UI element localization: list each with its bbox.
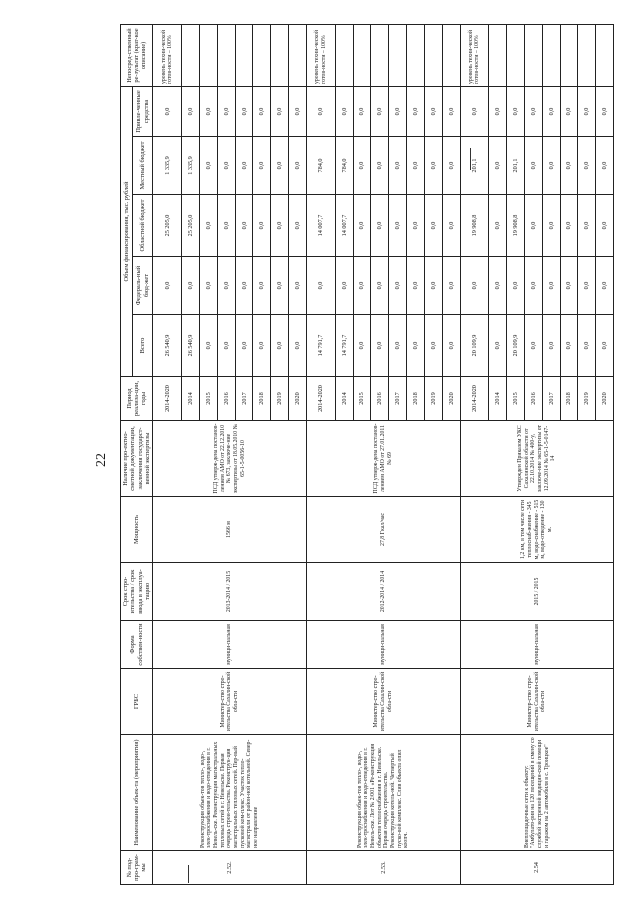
header-local: Местный бюджет	[132, 137, 152, 195]
total-cell: 0,0	[371, 315, 389, 377]
other-cell: 0,0	[153, 87, 182, 137]
period-cell: 2014-2020	[153, 377, 182, 421]
item-docs: ПСД утверж-дена постанов-лением АМО от 22.12.2010 № 673, заключе-ние экспертизы от 18.05.2010 № 65-1-5-0056-10	[153, 421, 307, 497]
local-cell: 0,0	[253, 137, 271, 195]
federal-cell: 0,0	[460, 257, 489, 315]
period-cell: 2020	[289, 377, 307, 421]
period-cell: 2015	[200, 377, 218, 421]
empty-cell	[182, 25, 200, 87]
federal-cell: 0,0	[507, 257, 525, 315]
local-cell: 0,0	[442, 137, 460, 195]
period-cell: 2014	[182, 377, 200, 421]
local-cell: 1 335,9	[182, 137, 200, 195]
federal-cell: 0,0	[442, 257, 460, 315]
total-cell: 0,0	[271, 315, 289, 377]
total-cell: 0,0	[489, 315, 507, 377]
other-cell: 0,0	[253, 87, 271, 137]
period-cell: 2016	[371, 377, 389, 421]
federal-cell: 0,0	[200, 257, 218, 315]
item-name: Реконструкция объек-тов тепло-, водо-, элек-троснабжения и водо-отведения в г. Невель-ске. Лот № 2/001 «Ре-конструкция объектов теплоснабжения в г. Невельске. Первая очередь строительства. Реконструкция котель-ной. Четвертый пуско-вой комплекс. Слив объекта опил коопч.	[306, 735, 460, 851]
item-capacity: 1,2 км, в том числе сети теплоснаб-жения - 345 м, водо-снабжение - 515 м, водо-отведение - 130 м.	[460, 497, 614, 563]
empty-cell	[407, 25, 425, 87]
table-row	[460, 25, 489, 885]
regional-cell: 0,0	[389, 195, 407, 257]
regional-cell: 0,0	[253, 195, 271, 257]
federal-cell: 0,0	[153, 257, 182, 315]
total-cell: 0,0	[353, 315, 371, 377]
header-regional: Областной бюджет	[132, 195, 152, 257]
empty-cell	[507, 25, 525, 87]
header-capacity: Мощность	[121, 497, 153, 563]
item-name: Реконструкция объек-тов тепло-, водо-, элек-троснабжения и водо-отведения в г. Невель-ске. Реконструкция магистральных тепловых сетей в г. Невельске. Первая очередь строи-тельства. Реконструк-ция магистральных тепловых сетей. Пер-вый пусковой ком-плекс. Участок тепло-магистрали от район-ной котельной. Север-ное направление	[153, 735, 307, 851]
total-cell: 26 540,9	[153, 315, 182, 377]
regional-cell: 14 007,7	[335, 195, 353, 257]
other-cell: 0,0	[371, 87, 389, 137]
regional-cell: 0,0	[407, 195, 425, 257]
federal-cell: 0,0	[596, 257, 614, 315]
regional-cell: 0,0	[353, 195, 371, 257]
local-cell: 784,0	[306, 137, 335, 195]
regional-cell: 14 007,7	[306, 195, 335, 257]
total-cell: 20 109,9	[460, 315, 489, 377]
period-cell: 2014	[335, 377, 353, 421]
total-cell: 20 109,9	[507, 315, 525, 377]
local-cell: 201,1	[507, 137, 525, 195]
period-cell: 2018	[253, 377, 271, 421]
other-cell: 0,0	[182, 87, 200, 137]
other-cell: 0,0	[424, 87, 442, 137]
empty-cell	[253, 25, 271, 87]
item-grbs: Министер-ство стро-ительства Сахалин-ской обла-сти	[153, 669, 307, 735]
item-grbs: Министер-ство стро-ительства Сахалин-ской обла-сти	[306, 669, 460, 735]
regional-cell: 0,0	[560, 195, 578, 257]
other-cell: 0,0	[200, 87, 218, 137]
other-cell: 0,0	[235, 87, 253, 137]
total-cell: 26 540,9	[182, 315, 200, 377]
total-cell: 0,0	[524, 315, 542, 377]
header-term: Срок стро-ительства / срок ввода в эксплуа-тацию	[121, 563, 153, 621]
federal-cell: 0,0	[353, 257, 371, 315]
federal-cell: 0,0	[271, 257, 289, 315]
other-cell: 0,0	[596, 87, 614, 137]
total-cell: 0,0	[424, 315, 442, 377]
item-result: уровень техни-ческой готов-ности – 100%	[306, 25, 335, 87]
regional-cell: 0,0	[596, 195, 614, 257]
local-cell: 0,0	[389, 137, 407, 195]
total-cell: 0,0	[560, 315, 578, 377]
period-cell: 2017	[542, 377, 560, 421]
period-cell: 2019	[578, 377, 596, 421]
regional-cell: 0,0	[200, 195, 218, 257]
table-frame	[120, 25, 610, 885]
total-cell: 14 791,7	[335, 315, 353, 377]
header-num: № под-про-грам-мы	[121, 851, 153, 885]
header-row	[121, 25, 133, 885]
item-docs: ПСД утверж-дена постанов-лением АМО от 27.01.2011 № 69	[306, 421, 460, 497]
total-cell: 0,0	[217, 315, 235, 377]
period-cell: 2019	[271, 377, 289, 421]
federal-cell: 0,0	[306, 257, 335, 315]
item-capacity: 1566 м	[153, 497, 307, 563]
other-cell: 0,0	[289, 87, 307, 137]
local-cell: 0,0	[560, 137, 578, 195]
federal-cell: 0,0	[424, 257, 442, 315]
item-ownership: муници-пальная	[460, 621, 614, 669]
local-cell: 201,1	[460, 137, 489, 195]
total-cell: 0,0	[442, 315, 460, 377]
period-cell: 2016	[217, 377, 235, 421]
total-cell: 0,0	[596, 315, 614, 377]
period-cell: 2020	[596, 377, 614, 421]
header-result: Непосред-ственный ре-зультат (крат-кое описание)	[121, 25, 153, 87]
table-row	[306, 25, 335, 885]
item-docs: Утвержден Приказом УКС Сахалинской области от 22.10.2014 № 400-у, заключе-ние экспертизы от 12.09.2014 № 65-1-5-0147-14	[460, 421, 614, 497]
item-ownership: муници-пальная	[153, 621, 307, 669]
other-cell: 0,0	[442, 87, 460, 137]
other-cell: 0,0	[460, 87, 489, 137]
other-cell: 0,0	[524, 87, 542, 137]
local-cell: 0,0	[524, 137, 542, 195]
federal-cell: 0,0	[182, 257, 200, 315]
federal-cell: 0,0	[389, 257, 407, 315]
period-cell: 2020	[442, 377, 460, 421]
header-federal: Федераль-ный бюд-жет	[132, 257, 152, 315]
header-funding: Объем финансирования, тыс. рублей	[121, 87, 133, 377]
federal-cell: 0,0	[253, 257, 271, 315]
regional-cell: 0,0	[542, 195, 560, 257]
empty-cell	[335, 25, 353, 87]
other-cell: 0,0	[507, 87, 525, 137]
empty-cell	[524, 25, 542, 87]
item-number: 2.52.	[153, 851, 307, 885]
empty-cell	[560, 25, 578, 87]
period-cell: 2014-2020	[306, 377, 335, 421]
period-cell: 2017	[389, 377, 407, 421]
header-docs: Наличие про-ектно-сметной документации, заключения государст-венной экспертизы	[121, 421, 153, 497]
period-cell: 2019	[424, 377, 442, 421]
empty-cell	[578, 25, 596, 87]
total-cell: 14 791,7	[306, 315, 335, 377]
page-number: 22	[94, 453, 109, 467]
empty-cell	[424, 25, 442, 87]
item-ownership: муници-пальная	[306, 621, 460, 669]
empty-cell	[200, 25, 218, 87]
header-form: Форма собствен-ности	[121, 621, 153, 669]
period-cell: 2017	[235, 377, 253, 421]
local-cell: 1 335,9	[153, 137, 182, 195]
empty-cell	[596, 25, 614, 87]
other-cell: 0,0	[389, 87, 407, 137]
other-cell: 0,0	[542, 87, 560, 137]
empty-cell	[235, 25, 253, 87]
item-number: 2.53.	[306, 851, 460, 885]
regional-cell: 0,0	[217, 195, 235, 257]
period-cell: 2015	[507, 377, 525, 421]
federal-cell: 0,0	[289, 257, 307, 315]
empty-cell	[542, 25, 560, 87]
total-cell: 0,0	[542, 315, 560, 377]
period-cell: 2018	[560, 377, 578, 421]
funding-table	[120, 24, 614, 885]
empty-cell	[289, 25, 307, 87]
local-cell: 784,0	[335, 137, 353, 195]
table-row	[153, 25, 182, 885]
local-cell: 0,0	[489, 137, 507, 195]
header-name: Наименование объек-та (мероприятия)	[121, 735, 153, 851]
local-cell: 0,0	[353, 137, 371, 195]
local-cell: 0,0	[200, 137, 218, 195]
federal-cell: 0,0	[235, 257, 253, 315]
regional-cell: 25 205,0	[153, 195, 182, 257]
local-cell: 0,0	[424, 137, 442, 195]
item-capacity: 27,8 Гкал/час	[306, 497, 460, 563]
other-cell: 0,0	[217, 87, 235, 137]
empty-cell	[217, 25, 235, 87]
empty-cell	[389, 25, 407, 87]
other-cell: 0,0	[489, 87, 507, 137]
table-body	[153, 25, 614, 885]
local-cell: 0,0	[542, 137, 560, 195]
regional-cell: 0,0	[271, 195, 289, 257]
federal-cell: 0,0	[560, 257, 578, 315]
federal-cell: 0,0	[524, 257, 542, 315]
period-cell: 2018	[407, 377, 425, 421]
header-grbs: ГРБС	[121, 669, 153, 735]
regional-cell: 0,0	[235, 195, 253, 257]
regional-cell: 19 908,8	[460, 195, 489, 257]
item-grbs: Министер-ство стро-ительства Сахалин-ской обла-сти	[460, 669, 614, 735]
item-term: 2012-2014 / 2014	[306, 563, 460, 621]
regional-cell: 25 205,0	[182, 195, 200, 257]
other-cell: 0,0	[271, 87, 289, 137]
period-cell: 2015	[353, 377, 371, 421]
item-result: уровень техни-ческой готов-ности – 100%	[153, 25, 182, 87]
other-cell: 0,0	[306, 87, 335, 137]
local-cell: 0,0	[371, 137, 389, 195]
total-cell: 0,0	[200, 315, 218, 377]
empty-cell	[371, 25, 389, 87]
empty-cell	[442, 25, 460, 87]
total-cell: 0,0	[578, 315, 596, 377]
federal-cell: 0,0	[217, 257, 235, 315]
other-cell: 0,0	[578, 87, 596, 137]
item-name: Внеплощадочные сети к объекту: "Амбулато-рия на 120 посещений в смену со службой экстренной медицин-ской помощи и гаражом на 2 автомобиля в с. Троицкое"	[460, 735, 614, 851]
total-cell: 0,0	[389, 315, 407, 377]
header-other: Привле-ченные средства	[132, 87, 152, 137]
other-cell: 0,0	[353, 87, 371, 137]
regional-cell: 0,0	[289, 195, 307, 257]
other-cell: 0,0	[407, 87, 425, 137]
federal-cell: 0,0	[335, 257, 353, 315]
period-cell: 2014-2020	[460, 377, 489, 421]
local-cell: 0,0	[217, 137, 235, 195]
regional-cell: 0,0	[424, 195, 442, 257]
federal-cell: 0,0	[407, 257, 425, 315]
local-cell: 0,0	[235, 137, 253, 195]
regional-cell: 0,0	[442, 195, 460, 257]
empty-cell	[271, 25, 289, 87]
period-cell: 2014	[489, 377, 507, 421]
local-cell: 0,0	[271, 137, 289, 195]
regional-cell: 0,0	[371, 195, 389, 257]
other-cell: 0,0	[335, 87, 353, 137]
federal-cell: 0,0	[371, 257, 389, 315]
total-cell: 0,0	[235, 315, 253, 377]
empty-cell	[489, 25, 507, 87]
regional-cell: 0,0	[524, 195, 542, 257]
federal-cell: 0,0	[542, 257, 560, 315]
header-period: Период реализа-ции, годы	[121, 377, 153, 421]
local-cell: 0,0	[407, 137, 425, 195]
item-term: 2015 / 2015	[460, 563, 614, 621]
other-cell: 0,0	[560, 87, 578, 137]
regional-cell: 0,0	[489, 195, 507, 257]
item-number: 2.54	[460, 851, 614, 885]
header-total: Всего	[132, 315, 152, 377]
local-cell: 0,0	[578, 137, 596, 195]
federal-cell: 0,0	[489, 257, 507, 315]
period-cell: 2016	[524, 377, 542, 421]
regional-cell: 0,0	[578, 195, 596, 257]
total-cell: 0,0	[407, 315, 425, 377]
total-cell: 0,0	[253, 315, 271, 377]
local-cell: 0,0	[596, 137, 614, 195]
total-cell: 0,0	[289, 315, 307, 377]
empty-cell	[353, 25, 371, 87]
item-result: уровень техни-ческой готов-ности – 100%	[460, 25, 489, 87]
item-term: 2013-2014 / 2015	[153, 563, 307, 621]
federal-cell: 0,0	[578, 257, 596, 315]
local-cell: 0,0	[289, 137, 307, 195]
regional-cell: 19 908,8	[507, 195, 525, 257]
